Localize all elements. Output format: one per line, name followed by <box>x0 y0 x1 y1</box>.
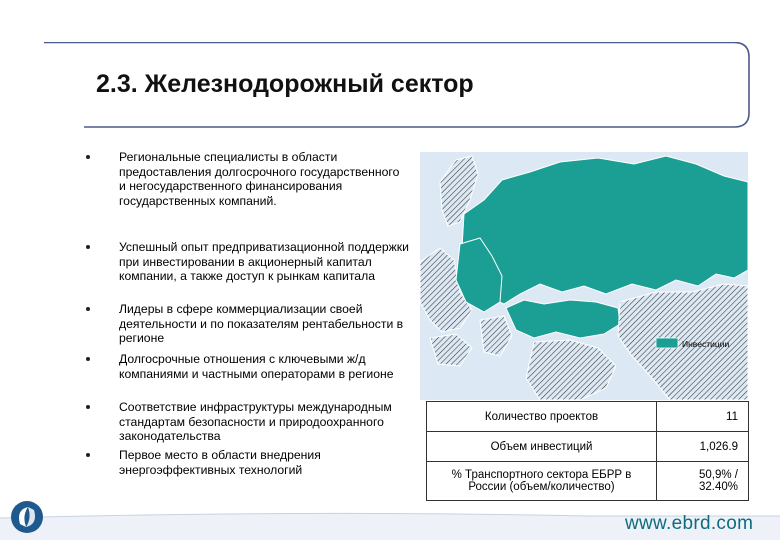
stats-label: % Транспортного сектора ЕБРР в России (объем/количество) <box>427 462 657 501</box>
bullet-text: Лидеры в сфере коммерциализации своей деятельности и по показателям рентабельности в регионе <box>119 302 404 345</box>
stats-value: 11 <box>657 402 749 432</box>
region-map <box>420 152 748 400</box>
legend-label: Инвестиции <box>682 339 730 349</box>
ebrd-logo-icon <box>10 500 44 534</box>
page-title: 2.3. Железнодорожный сектор <box>96 70 474 98</box>
website-link[interactable]: www.ebrd.com <box>625 513 754 534</box>
stats-table <box>426 401 749 501</box>
bullet-dot-icon <box>86 245 90 249</box>
stats-label: Объем инвестиций <box>427 432 657 462</box>
bullet-dot-icon <box>86 155 90 159</box>
stats-value: 50,9% / 32.40% <box>657 462 749 501</box>
legend-swatch <box>656 338 678 348</box>
bullet-dot-icon <box>86 405 90 409</box>
stats-value: 1,026.9 <box>657 432 749 462</box>
stats-label: Количество проектов <box>427 402 657 432</box>
bullet-text: Успешный опыт предприватизационной поддержки при инвестировании в акционерный капитал компании, а также доступ к рынкам капитала <box>119 240 409 283</box>
bullet-text: Первое место в области внедрения энергоэффективных технологий <box>119 448 321 477</box>
map-region-central-asia <box>506 300 620 338</box>
bullet-text: Соответствие инфраструктуры международным стандартам безопасности и природоохранного законодательства <box>119 400 392 443</box>
table-row <box>427 462 749 501</box>
table-row <box>427 432 749 462</box>
bullet-dot-icon <box>86 307 90 311</box>
bullet-dot-icon <box>86 453 90 457</box>
bullet-text: Региональные специалисты в области предоставления долгосрочного государственного и негосударственного финансирования государственных компаний. <box>119 150 400 208</box>
bullet-dot-icon <box>86 357 90 361</box>
table-row <box>427 402 749 432</box>
bullet-text: Долгосрочные отношения с ключевыми ж/д компаниями и частными операторами в регионе <box>119 352 394 381</box>
